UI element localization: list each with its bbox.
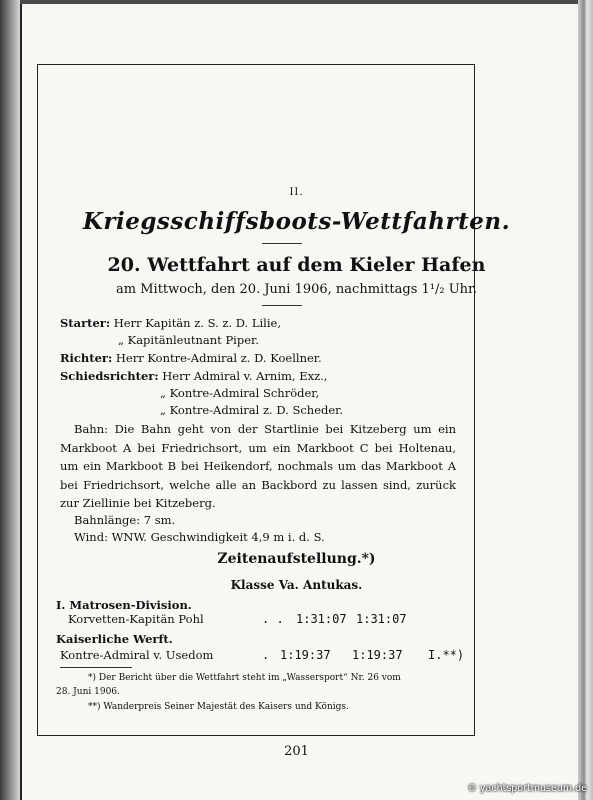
schiedsrichter-name-2: „ Kontre-Admiral Schröder,: [160, 386, 320, 400]
richter-label: Richter:: [60, 351, 113, 365]
entry-dots: .: [262, 648, 270, 662]
race-date: am Mittwoch, den 20. Juni 1906, nachmittags 1¹/₂ Uhr.: [116, 282, 477, 297]
footnote-1: *) Der Bericht über die Wettfahrt steht im „Wassersport“ Nr. 26 vom: [88, 673, 401, 683]
schiedsrichter-name-1: Herr Admiral v. Arnim, Exz.,: [162, 369, 328, 383]
starter-row: [60, 316, 281, 330]
footnote-2: **) Wanderpreis Seiner Majestät des Kaisers und Königs.: [88, 702, 349, 712]
entry-dots: . .: [262, 612, 284, 626]
entry-skipper: Korvetten-Kapitän Pohl: [68, 612, 204, 626]
footnote-rule: [60, 667, 132, 668]
schiedsrichter-row: [60, 369, 327, 383]
starter-name-1: Herr Kapitän z. S. z. D. Lilie,: [113, 316, 282, 330]
entry-time-2: 1:19:37: [352, 648, 403, 662]
starter-name-2: „ Kapitänleutnant Piper.: [118, 333, 259, 347]
wind-info: Wind: WNW. Geschwindigkeit 4,9 m i. d. S.: [74, 530, 325, 544]
race-title: 20. Wettfahrt auf dem Kieler Hafen: [107, 254, 486, 276]
main-title: Kriegsschiffsboots-Wettfahrten.: [82, 208, 511, 235]
entry-time-2: 1:31:07: [356, 612, 407, 626]
entry-time-1: 1:31:07: [296, 612, 347, 626]
schiedsrichter-label: Schiedsrichter:: [60, 369, 159, 383]
entry-division: Kaiserliche Werft.: [56, 632, 173, 646]
richter-row: [60, 351, 322, 365]
page-edge: [578, 0, 593, 800]
results-title: Zeitenaufstellung.*): [217, 551, 376, 567]
watermark: © yachtsportmuseum.de: [467, 783, 587, 794]
footnote-1-cont: 28. Juni 1906.: [56, 687, 120, 697]
entry-skipper: Kontre-Admiral v. Usedom: [60, 648, 214, 662]
book-spine: [0, 0, 20, 800]
starter-label: Starter:: [60, 316, 111, 330]
entry-division: I. Matrosen-Division.: [56, 598, 192, 612]
page-number: 201: [284, 744, 309, 759]
title-rule: [262, 243, 302, 244]
entry-time-1: 1:19:37: [280, 648, 331, 662]
date-rule: [262, 305, 302, 306]
class-title: Klasse Va. Antukas.: [230, 578, 363, 592]
entry-prize: I.**): [428, 648, 465, 662]
course-length: Bahnlänge: 7 sm.: [74, 513, 176, 527]
section-number: II.: [289, 187, 304, 198]
schiedsrichter-name-3: „ Kontre-Admiral z. D. Scheder.: [160, 403, 344, 417]
course-description: Bahn: Die Bahn geht von der Startlinie bei Kitzeberg um ein Markboot A bei Friedrichsort, um ein Markboot C bei Holtenau, um ein Markboot B bei Heikendorf, nochmals um das Markboot A bei Friedrichsort, welche alle an Backbord zu lassen sind, zurück zur Ziellinie bei Kitzeberg.: [60, 422, 456, 510]
richter-name: Herr Kontre-Admiral z. D. Koellner.: [115, 351, 322, 365]
